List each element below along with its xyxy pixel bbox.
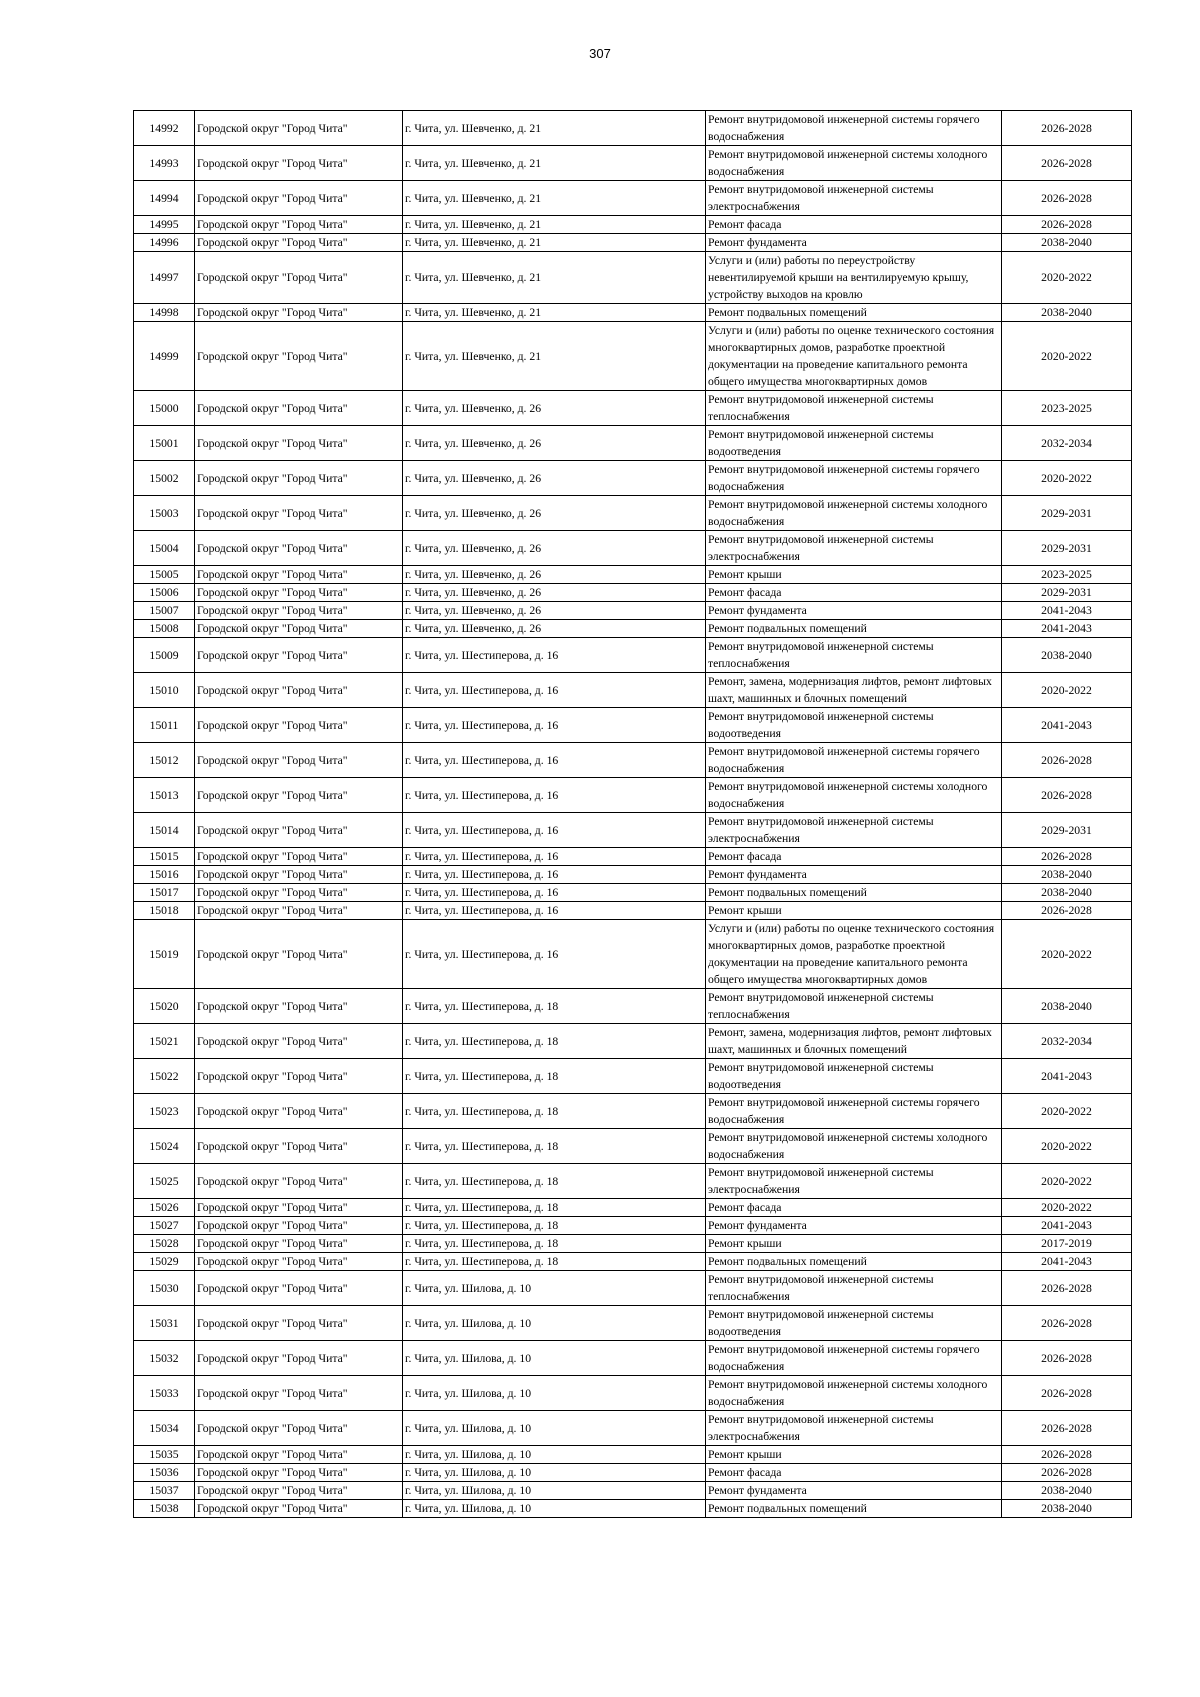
row-number: 15035 [134, 1446, 195, 1464]
address-cell: г. Чита, ул. Шилова, д. 10 [403, 1411, 706, 1446]
municipality-cell: Городской округ "Город Чита" [195, 531, 403, 566]
table-row [134, 920, 1132, 989]
municipality-cell: Городской округ "Город Чита" [195, 1306, 403, 1341]
municipality-cell: Городской округ "Город Чита" [195, 1376, 403, 1411]
address-cell: г. Чита, ул. Шестиперова, д. 16 [403, 848, 706, 866]
municipality-cell: Городской округ "Город Чита" [195, 1464, 403, 1482]
work-type-cell: Ремонт подвальных помещений [706, 1500, 1002, 1518]
work-type-cell: Ремонт внутридомовой инженерной системы водоотведения [706, 1059, 1002, 1094]
municipality-cell: Городской округ "Город Чита" [195, 1024, 403, 1059]
municipality-cell: Городской округ "Город Чита" [195, 902, 403, 920]
row-number: 15027 [134, 1217, 195, 1235]
period-cell: 2026-2028 [1002, 1376, 1132, 1411]
row-number: 15011 [134, 708, 195, 743]
work-type-cell: Ремонт подвальных помещений [706, 1253, 1002, 1271]
period-cell: 2041-2043 [1002, 602, 1132, 620]
work-type-cell: Ремонт внутридомовой инженерной системы электроснабжения [706, 1411, 1002, 1446]
table-row [134, 1341, 1132, 1376]
row-number: 15030 [134, 1271, 195, 1306]
address-cell: г. Чита, ул. Шевченко, д. 21 [403, 181, 706, 216]
row-number: 15013 [134, 778, 195, 813]
table-row [134, 391, 1132, 426]
table-row [134, 146, 1132, 181]
period-cell: 2029-2031 [1002, 531, 1132, 566]
period-cell: 2026-2028 [1002, 111, 1132, 146]
table-row [134, 1411, 1132, 1446]
address-cell: г. Чита, ул. Шилова, д. 10 [403, 1341, 706, 1376]
period-cell: 2038-2040 [1002, 638, 1132, 673]
period-cell: 2032-2034 [1002, 426, 1132, 461]
period-cell: 2020-2022 [1002, 1164, 1132, 1199]
address-cell: г. Чита, ул. Шестиперова, д. 18 [403, 989, 706, 1024]
work-type-cell: Ремонт внутридомовой инженерной системы водоотведения [706, 1306, 1002, 1341]
period-cell: 2026-2028 [1002, 848, 1132, 866]
address-cell: г. Чита, ул. Шилова, д. 10 [403, 1446, 706, 1464]
work-type-cell: Ремонт подвальных помещений [706, 304, 1002, 322]
address-cell: г. Чита, ул. Шевченко, д. 26 [403, 584, 706, 602]
row-number: 14997 [134, 252, 195, 304]
work-type-cell: Ремонт внутридомовой инженерной системы горячего водоснабжения [706, 743, 1002, 778]
table-row [134, 1482, 1132, 1500]
row-number: 15021 [134, 1024, 195, 1059]
period-cell: 2038-2040 [1002, 989, 1132, 1024]
work-type-cell: Услуги и (или) работы по оценке технического состояния многоквартирных домов, разработке проектной документации на проведение капитального ремонта общего имущества многоквартирных домов [706, 920, 1002, 989]
municipality-cell: Городской округ "Город Чита" [195, 322, 403, 391]
municipality-cell: Городской округ "Город Чита" [195, 884, 403, 902]
table-row [134, 234, 1132, 252]
work-type-cell: Ремонт внутридомовой инженерной системы холодного водоснабжения [706, 1129, 1002, 1164]
row-number: 15032 [134, 1341, 195, 1376]
table-body [134, 111, 1132, 1518]
row-number: 15002 [134, 461, 195, 496]
work-type-cell: Ремонт фундамента [706, 1217, 1002, 1235]
period-cell: 2041-2043 [1002, 1217, 1132, 1235]
work-type-cell: Ремонт внутридомовой инженерной системы холодного водоснабжения [706, 146, 1002, 181]
table-row [134, 111, 1132, 146]
period-cell: 2023-2025 [1002, 391, 1132, 426]
address-cell: г. Чита, ул. Шевченко, д. 21 [403, 111, 706, 146]
period-cell: 2020-2022 [1002, 1129, 1132, 1164]
table-row [134, 1059, 1132, 1094]
municipality-cell: Городской округ "Город Чита" [195, 743, 403, 778]
work-type-cell: Ремонт крыши [706, 902, 1002, 920]
table-row [134, 638, 1132, 673]
municipality-cell: Городской округ "Город Чита" [195, 1341, 403, 1376]
table-row [134, 1253, 1132, 1271]
table-row [134, 602, 1132, 620]
period-cell: 2038-2040 [1002, 1482, 1132, 1500]
municipality-cell: Городской округ "Город Чита" [195, 496, 403, 531]
work-type-cell: Ремонт фундамента [706, 602, 1002, 620]
row-number: 15016 [134, 866, 195, 884]
row-number: 15028 [134, 1235, 195, 1253]
municipality-cell: Городской округ "Город Чита" [195, 1199, 403, 1217]
period-cell: 2038-2040 [1002, 234, 1132, 252]
address-cell: г. Чита, ул. Шестиперова, д. 16 [403, 884, 706, 902]
row-number: 15022 [134, 1059, 195, 1094]
period-cell: 2029-2031 [1002, 496, 1132, 531]
row-number: 14996 [134, 234, 195, 252]
address-cell: г. Чита, ул. Шестиперова, д. 18 [403, 1253, 706, 1271]
table-row [134, 902, 1132, 920]
repair-schedule-table [133, 110, 1132, 1518]
period-cell: 2038-2040 [1002, 884, 1132, 902]
period-cell: 2020-2022 [1002, 673, 1132, 708]
address-cell: г. Чита, ул. Шевченко, д. 21 [403, 252, 706, 304]
row-number: 15007 [134, 602, 195, 620]
row-number: 15023 [134, 1094, 195, 1129]
address-cell: г. Чита, ул. Шевченко, д. 26 [403, 531, 706, 566]
period-cell: 2017-2019 [1002, 1235, 1132, 1253]
table-row [134, 322, 1132, 391]
work-type-cell: Ремонт подвальных помещений [706, 620, 1002, 638]
period-cell: 2020-2022 [1002, 461, 1132, 496]
municipality-cell: Городской округ "Город Чита" [195, 866, 403, 884]
work-type-cell: Ремонт внутридомовой инженерной системы электроснабжения [706, 813, 1002, 848]
address-cell: г. Чита, ул. Шилова, д. 10 [403, 1376, 706, 1411]
period-cell: 2020-2022 [1002, 1094, 1132, 1129]
row-number: 15026 [134, 1199, 195, 1217]
work-type-cell: Ремонт фасада [706, 584, 1002, 602]
work-type-cell: Ремонт фундамента [706, 866, 1002, 884]
period-cell: 2026-2028 [1002, 902, 1132, 920]
page-number: 307 [589, 46, 611, 61]
table-row [134, 989, 1132, 1024]
table-row [134, 673, 1132, 708]
period-cell: 2041-2043 [1002, 620, 1132, 638]
row-number: 15033 [134, 1376, 195, 1411]
address-cell: г. Чита, ул. Шестиперова, д. 18 [403, 1094, 706, 1129]
row-number: 15034 [134, 1411, 195, 1446]
municipality-cell: Городской округ "Город Чита" [195, 1271, 403, 1306]
table-row [134, 848, 1132, 866]
municipality-cell: Городской округ "Город Чита" [195, 584, 403, 602]
row-number: 15019 [134, 920, 195, 989]
work-type-cell: Ремонт внутридомовой инженерной системы электроснабжения [706, 1164, 1002, 1199]
work-type-cell: Ремонт внутридомовой инженерной системы горячего водоснабжения [706, 461, 1002, 496]
municipality-cell: Городской округ "Город Чита" [195, 1059, 403, 1094]
work-type-cell: Услуги и (или) работы по переустройству невентилируемой крыши на вентилируемую крышу, устройству выходов на кровлю [706, 252, 1002, 304]
work-type-cell: Ремонт внутридомовой инженерной системы электроснабжения [706, 531, 1002, 566]
municipality-cell: Городской округ "Город Чита" [195, 638, 403, 673]
municipality-cell: Городской округ "Город Чита" [195, 1411, 403, 1446]
period-cell: 2026-2028 [1002, 778, 1132, 813]
address-cell: г. Чита, ул. Шевченко, д. 26 [403, 620, 706, 638]
table-row [134, 1235, 1132, 1253]
row-number: 15036 [134, 1464, 195, 1482]
work-type-cell: Ремонт крыши [706, 566, 1002, 584]
address-cell: г. Чита, ул. Шевченко, д. 21 [403, 322, 706, 391]
address-cell: г. Чита, ул. Шевченко, д. 26 [403, 391, 706, 426]
table-row [134, 496, 1132, 531]
municipality-cell: Городской округ "Город Чита" [195, 673, 403, 708]
address-cell: г. Чита, ул. Шестиперова, д. 18 [403, 1199, 706, 1217]
table-row [134, 461, 1132, 496]
address-cell: г. Чита, ул. Шестиперова, д. 16 [403, 778, 706, 813]
row-number: 15001 [134, 426, 195, 461]
work-type-cell: Ремонт внутридомовой инженерной системы теплоснабжения [706, 1271, 1002, 1306]
table-row [134, 884, 1132, 902]
row-number: 15031 [134, 1306, 195, 1341]
municipality-cell: Городской округ "Город Чита" [195, 1235, 403, 1253]
work-type-cell: Ремонт внутридомовой инженерной системы горячего водоснабжения [706, 1094, 1002, 1129]
municipality-cell: Городской округ "Город Чита" [195, 391, 403, 426]
row-number: 15000 [134, 391, 195, 426]
address-cell: г. Чита, ул. Шевченко, д. 26 [403, 426, 706, 461]
row-number: 14998 [134, 304, 195, 322]
period-cell: 2038-2040 [1002, 304, 1132, 322]
address-cell: г. Чита, ул. Шестиперова, д. 18 [403, 1024, 706, 1059]
address-cell: г. Чита, ул. Шестиперова, д. 16 [403, 813, 706, 848]
municipality-cell: Городской округ "Город Чита" [195, 1446, 403, 1464]
period-cell: 2038-2040 [1002, 1500, 1132, 1518]
row-number: 14992 [134, 111, 195, 146]
row-number: 15037 [134, 1482, 195, 1500]
municipality-cell: Городской округ "Город Чита" [195, 461, 403, 496]
address-cell: г. Чита, ул. Шестиперова, д. 16 [403, 902, 706, 920]
address-cell: г. Чита, ул. Шестиперова, д. 16 [403, 638, 706, 673]
address-cell: г. Чита, ул. Шестиперова, д. 16 [403, 708, 706, 743]
table-row [134, 1164, 1132, 1199]
row-number: 15038 [134, 1500, 195, 1518]
work-type-cell: Ремонт внутридомовой инженерной системы электроснабжения [706, 181, 1002, 216]
municipality-cell: Городской округ "Город Чита" [195, 708, 403, 743]
address-cell: г. Чита, ул. Шилова, д. 10 [403, 1482, 706, 1500]
period-cell: 2026-2028 [1002, 1271, 1132, 1306]
address-cell: г. Чита, ул. Шилова, д. 10 [403, 1464, 706, 1482]
row-number: 15017 [134, 884, 195, 902]
row-number: 15005 [134, 566, 195, 584]
period-cell: 2026-2028 [1002, 1306, 1132, 1341]
municipality-cell: Городской округ "Город Чита" [195, 848, 403, 866]
work-type-cell: Ремонт фасада [706, 1464, 1002, 1482]
address-cell: г. Чита, ул. Шевченко, д. 26 [403, 496, 706, 531]
address-cell: г. Чита, ул. Шевченко, д. 21 [403, 146, 706, 181]
work-type-cell: Ремонт внутридомовой инженерной системы холодного водоснабжения [706, 496, 1002, 531]
table-row [134, 1024, 1132, 1059]
row-number: 15029 [134, 1253, 195, 1271]
municipality-cell: Городской округ "Город Чита" [195, 252, 403, 304]
table-row [134, 531, 1132, 566]
work-type-cell: Ремонт фасада [706, 216, 1002, 234]
municipality-cell: Городской округ "Город Чита" [195, 813, 403, 848]
row-number: 15009 [134, 638, 195, 673]
municipality-cell: Городской округ "Город Чита" [195, 566, 403, 584]
work-type-cell: Ремонт внутридомовой инженерной системы теплоснабжения [706, 391, 1002, 426]
table-row [134, 216, 1132, 234]
table-row [134, 584, 1132, 602]
work-type-cell: Ремонт крыши [706, 1446, 1002, 1464]
period-cell: 2023-2025 [1002, 566, 1132, 584]
table-row [134, 1446, 1132, 1464]
municipality-cell: Городской округ "Город Чита" [195, 111, 403, 146]
table-row [134, 813, 1132, 848]
row-number: 14999 [134, 322, 195, 391]
work-type-cell: Ремонт подвальных помещений [706, 884, 1002, 902]
row-number: 15012 [134, 743, 195, 778]
period-cell: 2041-2043 [1002, 1253, 1132, 1271]
address-cell: г. Чита, ул. Шилова, д. 10 [403, 1271, 706, 1306]
work-type-cell: Ремонт внутридомовой инженерной системы водоотведения [706, 708, 1002, 743]
table-row [134, 743, 1132, 778]
work-type-cell: Ремонт, замена, модернизация лифтов, ремонт лифтовых шахт, машинных и блочных помещений [706, 673, 1002, 708]
table-row [134, 1129, 1132, 1164]
row-number: 15018 [134, 902, 195, 920]
row-number: 15014 [134, 813, 195, 848]
municipality-cell: Городской округ "Город Чита" [195, 1164, 403, 1199]
address-cell: г. Чита, ул. Шестиперова, д. 16 [403, 743, 706, 778]
table-row [134, 708, 1132, 743]
row-number: 15003 [134, 496, 195, 531]
municipality-cell: Городской округ "Город Чита" [195, 989, 403, 1024]
period-cell: 2029-2031 [1002, 584, 1132, 602]
address-cell: г. Чита, ул. Шевченко, д. 21 [403, 304, 706, 322]
municipality-cell: Городской округ "Город Чита" [195, 1129, 403, 1164]
address-cell: г. Чита, ул. Шестиперова, д. 16 [403, 673, 706, 708]
period-cell: 2026-2028 [1002, 743, 1132, 778]
row-number: 15004 [134, 531, 195, 566]
municipality-cell: Городской округ "Город Чита" [195, 1253, 403, 1271]
municipality-cell: Городской округ "Город Чита" [195, 778, 403, 813]
address-cell: г. Чита, ул. Шестиперова, д. 18 [403, 1164, 706, 1199]
address-cell: г. Чита, ул. Шестиперова, д. 16 [403, 920, 706, 989]
work-type-cell: Ремонт фасада [706, 1199, 1002, 1217]
table-row [134, 426, 1132, 461]
work-type-cell: Ремонт внутридомовой инженерной системы холодного водоснабжения [706, 778, 1002, 813]
table-row [134, 1271, 1132, 1306]
address-cell: г. Чита, ул. Шестиперова, д. 18 [403, 1217, 706, 1235]
address-cell: г. Чита, ул. Шевченко, д. 26 [403, 566, 706, 584]
address-cell: г. Чита, ул. Шестиперова, д. 18 [403, 1235, 706, 1253]
municipality-cell: Городской округ "Город Чита" [195, 146, 403, 181]
address-cell: г. Чита, ул. Шевченко, д. 26 [403, 461, 706, 496]
municipality-cell: Городской округ "Город Чита" [195, 1500, 403, 1518]
row-number: 15015 [134, 848, 195, 866]
period-cell: 2026-2028 [1002, 1446, 1132, 1464]
municipality-cell: Городской округ "Город Чита" [195, 602, 403, 620]
period-cell: 2020-2022 [1002, 322, 1132, 391]
municipality-cell: Городской округ "Город Чита" [195, 234, 403, 252]
municipality-cell: Городской округ "Город Чита" [195, 304, 403, 322]
row-number: 15024 [134, 1129, 195, 1164]
address-cell: г. Чита, ул. Шестиперова, д. 16 [403, 866, 706, 884]
row-number: 15008 [134, 620, 195, 638]
row-number: 14994 [134, 181, 195, 216]
address-cell: г. Чита, ул. Шевченко, д. 21 [403, 234, 706, 252]
table-row [134, 1199, 1132, 1217]
period-cell: 2029-2031 [1002, 813, 1132, 848]
municipality-cell: Городской округ "Город Чита" [195, 1094, 403, 1129]
period-cell: 2026-2028 [1002, 1411, 1132, 1446]
work-type-cell: Ремонт, замена, модернизация лифтов, ремонт лифтовых шахт, машинных и блочных помещений [706, 1024, 1002, 1059]
municipality-cell: Городской округ "Город Чита" [195, 181, 403, 216]
work-type-cell: Ремонт фундамента [706, 1482, 1002, 1500]
period-cell: 2041-2043 [1002, 708, 1132, 743]
work-type-cell: Услуги и (или) работы по оценке технического состояния многоквартирных домов, разработке проектной документации на проведение капитального ремонта общего имущества многоквартирных домов [706, 322, 1002, 391]
period-cell: 2038-2040 [1002, 866, 1132, 884]
table-row [134, 566, 1132, 584]
table-row [134, 778, 1132, 813]
period-cell: 2026-2028 [1002, 1341, 1132, 1376]
row-number: 15010 [134, 673, 195, 708]
table-row [134, 1500, 1132, 1518]
table-row [134, 1376, 1132, 1411]
period-cell: 2032-2034 [1002, 1024, 1132, 1059]
row-number: 15020 [134, 989, 195, 1024]
work-type-cell: Ремонт крыши [706, 1235, 1002, 1253]
period-cell: 2020-2022 [1002, 1199, 1132, 1217]
municipality-cell: Городской округ "Город Чита" [195, 620, 403, 638]
table-row [134, 1306, 1132, 1341]
work-type-cell: Ремонт внутридомовой инженерной системы теплоснабжения [706, 989, 1002, 1024]
period-cell: 2041-2043 [1002, 1059, 1132, 1094]
address-cell: г. Чита, ул. Шевченко, д. 21 [403, 216, 706, 234]
work-type-cell: Ремонт фасада [706, 848, 1002, 866]
municipality-cell: Городской округ "Город Чита" [195, 1217, 403, 1235]
municipality-cell: Городской округ "Город Чита" [195, 1482, 403, 1500]
work-type-cell: Ремонт внутридомовой инженерной системы горячего водоснабжения [706, 1341, 1002, 1376]
table-row [134, 620, 1132, 638]
period-cell: 2026-2028 [1002, 216, 1132, 234]
period-cell: 2026-2028 [1002, 1464, 1132, 1482]
period-cell: 2026-2028 [1002, 146, 1132, 181]
work-type-cell: Ремонт внутридомовой инженерной системы теплоснабжения [706, 638, 1002, 673]
address-cell: г. Чита, ул. Шестиперова, д. 18 [403, 1059, 706, 1094]
period-cell: 2026-2028 [1002, 181, 1132, 216]
table-row [134, 304, 1132, 322]
period-cell: 2020-2022 [1002, 920, 1132, 989]
work-type-cell: Ремонт внутридомовой инженерной системы холодного водоснабжения [706, 1376, 1002, 1411]
table-row [134, 866, 1132, 884]
municipality-cell: Городской округ "Город Чита" [195, 426, 403, 461]
row-number: 15006 [134, 584, 195, 602]
row-number: 14995 [134, 216, 195, 234]
table-row [134, 181, 1132, 216]
municipality-cell: Городской округ "Город Чита" [195, 920, 403, 989]
table-row [134, 1464, 1132, 1482]
table-row [134, 1217, 1132, 1235]
address-cell: г. Чита, ул. Шилова, д. 10 [403, 1306, 706, 1341]
address-cell: г. Чита, ул. Шилова, д. 10 [403, 1500, 706, 1518]
table-row [134, 1094, 1132, 1129]
work-type-cell: Ремонт фундамента [706, 234, 1002, 252]
work-type-cell: Ремонт внутридомовой инженерной системы водоотведения [706, 426, 1002, 461]
address-cell: г. Чита, ул. Шестиперова, д. 18 [403, 1129, 706, 1164]
work-type-cell: Ремонт внутридомовой инженерной системы горячего водоснабжения [706, 111, 1002, 146]
row-number: 14993 [134, 146, 195, 181]
address-cell: г. Чита, ул. Шевченко, д. 26 [403, 602, 706, 620]
table-row [134, 252, 1132, 304]
period-cell: 2020-2022 [1002, 252, 1132, 304]
municipality-cell: Городской округ "Город Чита" [195, 216, 403, 234]
row-number: 15025 [134, 1164, 195, 1199]
